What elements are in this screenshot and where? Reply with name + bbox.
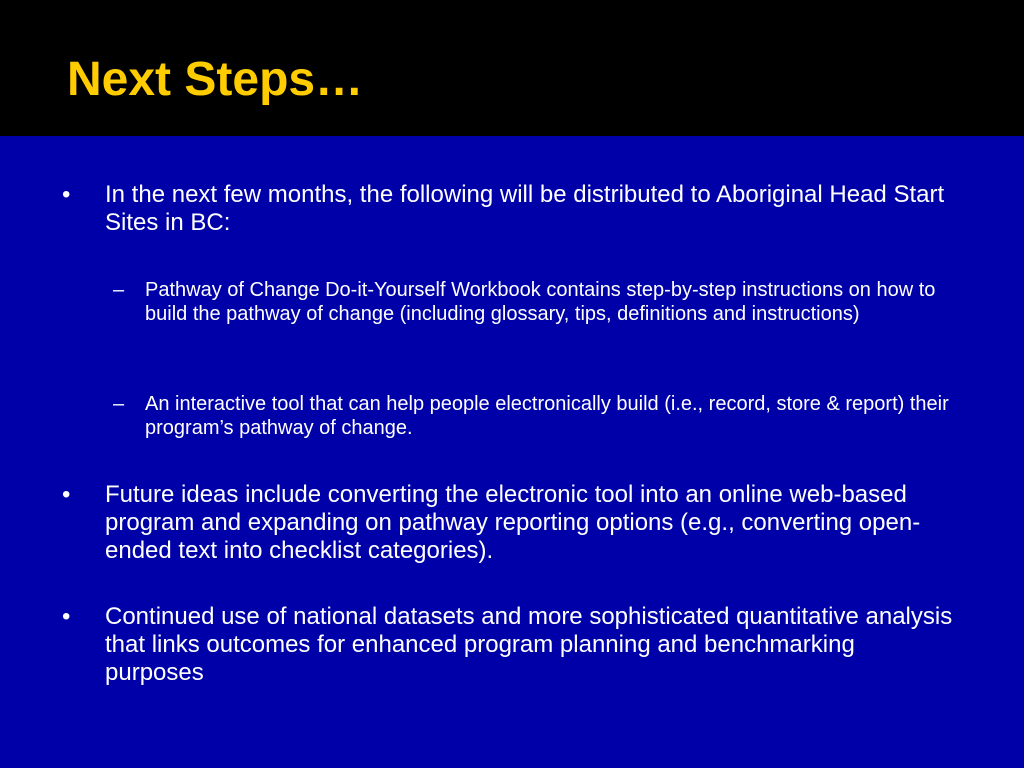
slide-title: Next Steps… bbox=[67, 53, 364, 106]
bullet-marker: • bbox=[62, 481, 71, 508]
sub-item-1 bbox=[113, 278, 963, 326]
bullet-text: Future ideas include converting the electronic tool into an online web-based program and expanding on pathway reporting options (e.g., converting open-ended text into checklist categories). bbox=[105, 481, 921, 564]
bullet-item-2 bbox=[57, 481, 957, 565]
sub-marker: – bbox=[113, 393, 125, 415]
bullet-text: Continued use of national datasets and more sophisticated quantitative analysis that links outcomes for enhanced program planning and benchmarking purposes bbox=[105, 603, 953, 686]
bullet-marker: • bbox=[62, 181, 71, 208]
sub-text: An interactive tool that can help people electronically build (i.e., record, store & report) their program’s pathway of change. bbox=[145, 393, 949, 439]
bullet-text: In the next few months, the following will be distributed to Aboriginal Head Start Sites in BC: bbox=[105, 181, 945, 236]
sub-marker: – bbox=[113, 279, 125, 301]
bullet-marker: • bbox=[62, 603, 71, 630]
sub-text: Pathway of Change Do-it-Yourself Workbook contains step-by-step instructions on how to build the pathway of change (including glossary, tips, definitions and instructions) bbox=[145, 279, 936, 325]
bullet-item-1 bbox=[57, 181, 957, 237]
sub-item-2 bbox=[113, 392, 963, 440]
bullet-item-3 bbox=[57, 603, 957, 687]
